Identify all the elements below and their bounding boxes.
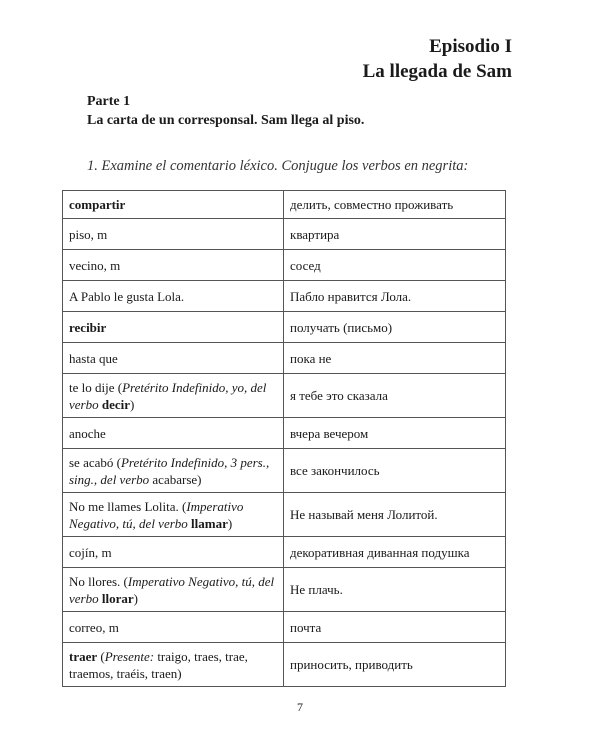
table-row xyxy=(63,537,506,568)
table-row xyxy=(63,312,506,343)
table-row xyxy=(63,612,506,643)
spanish-term-cell xyxy=(63,568,284,612)
russian-translation-cell: квартира xyxy=(284,219,506,250)
russian-translation-cell: Не называй меня Лолитой. xyxy=(284,493,506,537)
term-text: recibir xyxy=(69,319,107,335)
section-heading xyxy=(87,92,364,130)
russian-translation-cell: сосед xyxy=(284,250,506,281)
term-text: acabarse) xyxy=(149,471,202,487)
term-text: cojín, m xyxy=(69,544,112,560)
term-text: traigo, traes, trae, traemos, traéis, traen) xyxy=(69,648,248,681)
russian-translation-cell: я тебе это сказала xyxy=(284,374,506,418)
term-text: te lo dije ( xyxy=(69,379,123,395)
table-row xyxy=(63,493,506,537)
table-row xyxy=(63,449,506,493)
russian-translation-cell: декоративная диванная подушка xyxy=(284,537,506,568)
vocabulary-table xyxy=(62,190,506,687)
table-row xyxy=(63,418,506,449)
russian-translation-cell: делить, совместно проживать xyxy=(284,191,506,219)
russian-translation-cell: вчера вечером xyxy=(284,418,506,449)
term-text: Pretérito Indefinido, yo, del verbo xyxy=(69,379,267,412)
term-text: Pretérito Indefinido, 3 pers., sing., del verbo xyxy=(69,454,270,487)
spanish-term-cell xyxy=(63,643,284,687)
episode-header xyxy=(363,34,512,84)
term-text: llamar xyxy=(191,515,228,531)
part-label: Parte 1 xyxy=(87,94,131,109)
term-text: A Pablo le gusta Lola. xyxy=(69,288,185,304)
spanish-term-cell xyxy=(63,343,284,374)
spanish-term-cell xyxy=(63,281,284,312)
term-text: decir xyxy=(101,396,131,412)
term-text: se acabó ( xyxy=(69,454,121,470)
russian-translation-cell: приносить, приводить xyxy=(284,643,506,687)
table-row xyxy=(63,343,506,374)
russian-translation-cell: пока не xyxy=(284,343,506,374)
russian-translation-cell: Не плачь. xyxy=(284,568,506,612)
term-text: correo, m xyxy=(69,619,119,635)
table-row xyxy=(63,374,506,418)
table-row xyxy=(63,191,506,219)
spanish-term-cell xyxy=(63,537,284,568)
term-text: vecino, m xyxy=(69,257,121,273)
table-row xyxy=(63,281,506,312)
russian-translation-cell: все закончилось xyxy=(284,449,506,493)
term-text: Imperativo Negativo, tú, del verbo xyxy=(69,498,244,531)
term-text: No me llames Lolita. ( xyxy=(69,498,187,514)
table-row xyxy=(63,643,506,687)
spanish-term-cell xyxy=(63,312,284,343)
russian-translation-cell: Пабло нравится Лола. xyxy=(284,281,506,312)
spanish-term-cell xyxy=(63,612,284,643)
table-row xyxy=(63,250,506,281)
spanish-term-cell xyxy=(63,250,284,281)
episode-title: La llegada de Sam xyxy=(362,61,512,82)
page-number: 7 xyxy=(297,700,303,714)
term-text: traer xyxy=(69,648,98,664)
spanish-term-cell xyxy=(63,374,284,418)
spanish-term-cell xyxy=(63,418,284,449)
term-text: ) xyxy=(130,396,135,412)
spanish-term-cell xyxy=(63,493,284,537)
spanish-term-cell xyxy=(63,219,284,250)
part-subtitle: La carta de un corresponsal. Sam llega al piso. xyxy=(87,113,365,128)
term-text: Presente: xyxy=(104,648,155,664)
term-text: Imperativo Negativo, tú, del verbo xyxy=(69,573,275,606)
russian-translation-cell: почта xyxy=(284,612,506,643)
spanish-term-cell xyxy=(63,191,284,219)
term-text: No llores. ( xyxy=(69,573,128,589)
exercise-instruction: 1. Examine el comentario léxico. Conjugue los verbos en negrita: xyxy=(87,158,469,174)
term-text: hasta que xyxy=(69,350,118,366)
term-text: compartir xyxy=(69,197,126,212)
russian-translation-cell: получать (письмо) xyxy=(284,312,506,343)
term-text: anoche xyxy=(69,425,106,441)
spanish-term-cell xyxy=(63,449,284,493)
term-text: ( xyxy=(97,648,105,664)
table-row xyxy=(63,568,506,612)
episode-number: Episodio I xyxy=(429,36,512,57)
term-text: piso, m xyxy=(69,226,108,242)
table-row xyxy=(63,219,506,250)
term-text: ) xyxy=(227,515,233,531)
term-text: ) xyxy=(133,590,138,606)
vocabulary-table-body xyxy=(63,191,506,687)
term-text: llorar xyxy=(101,590,134,606)
